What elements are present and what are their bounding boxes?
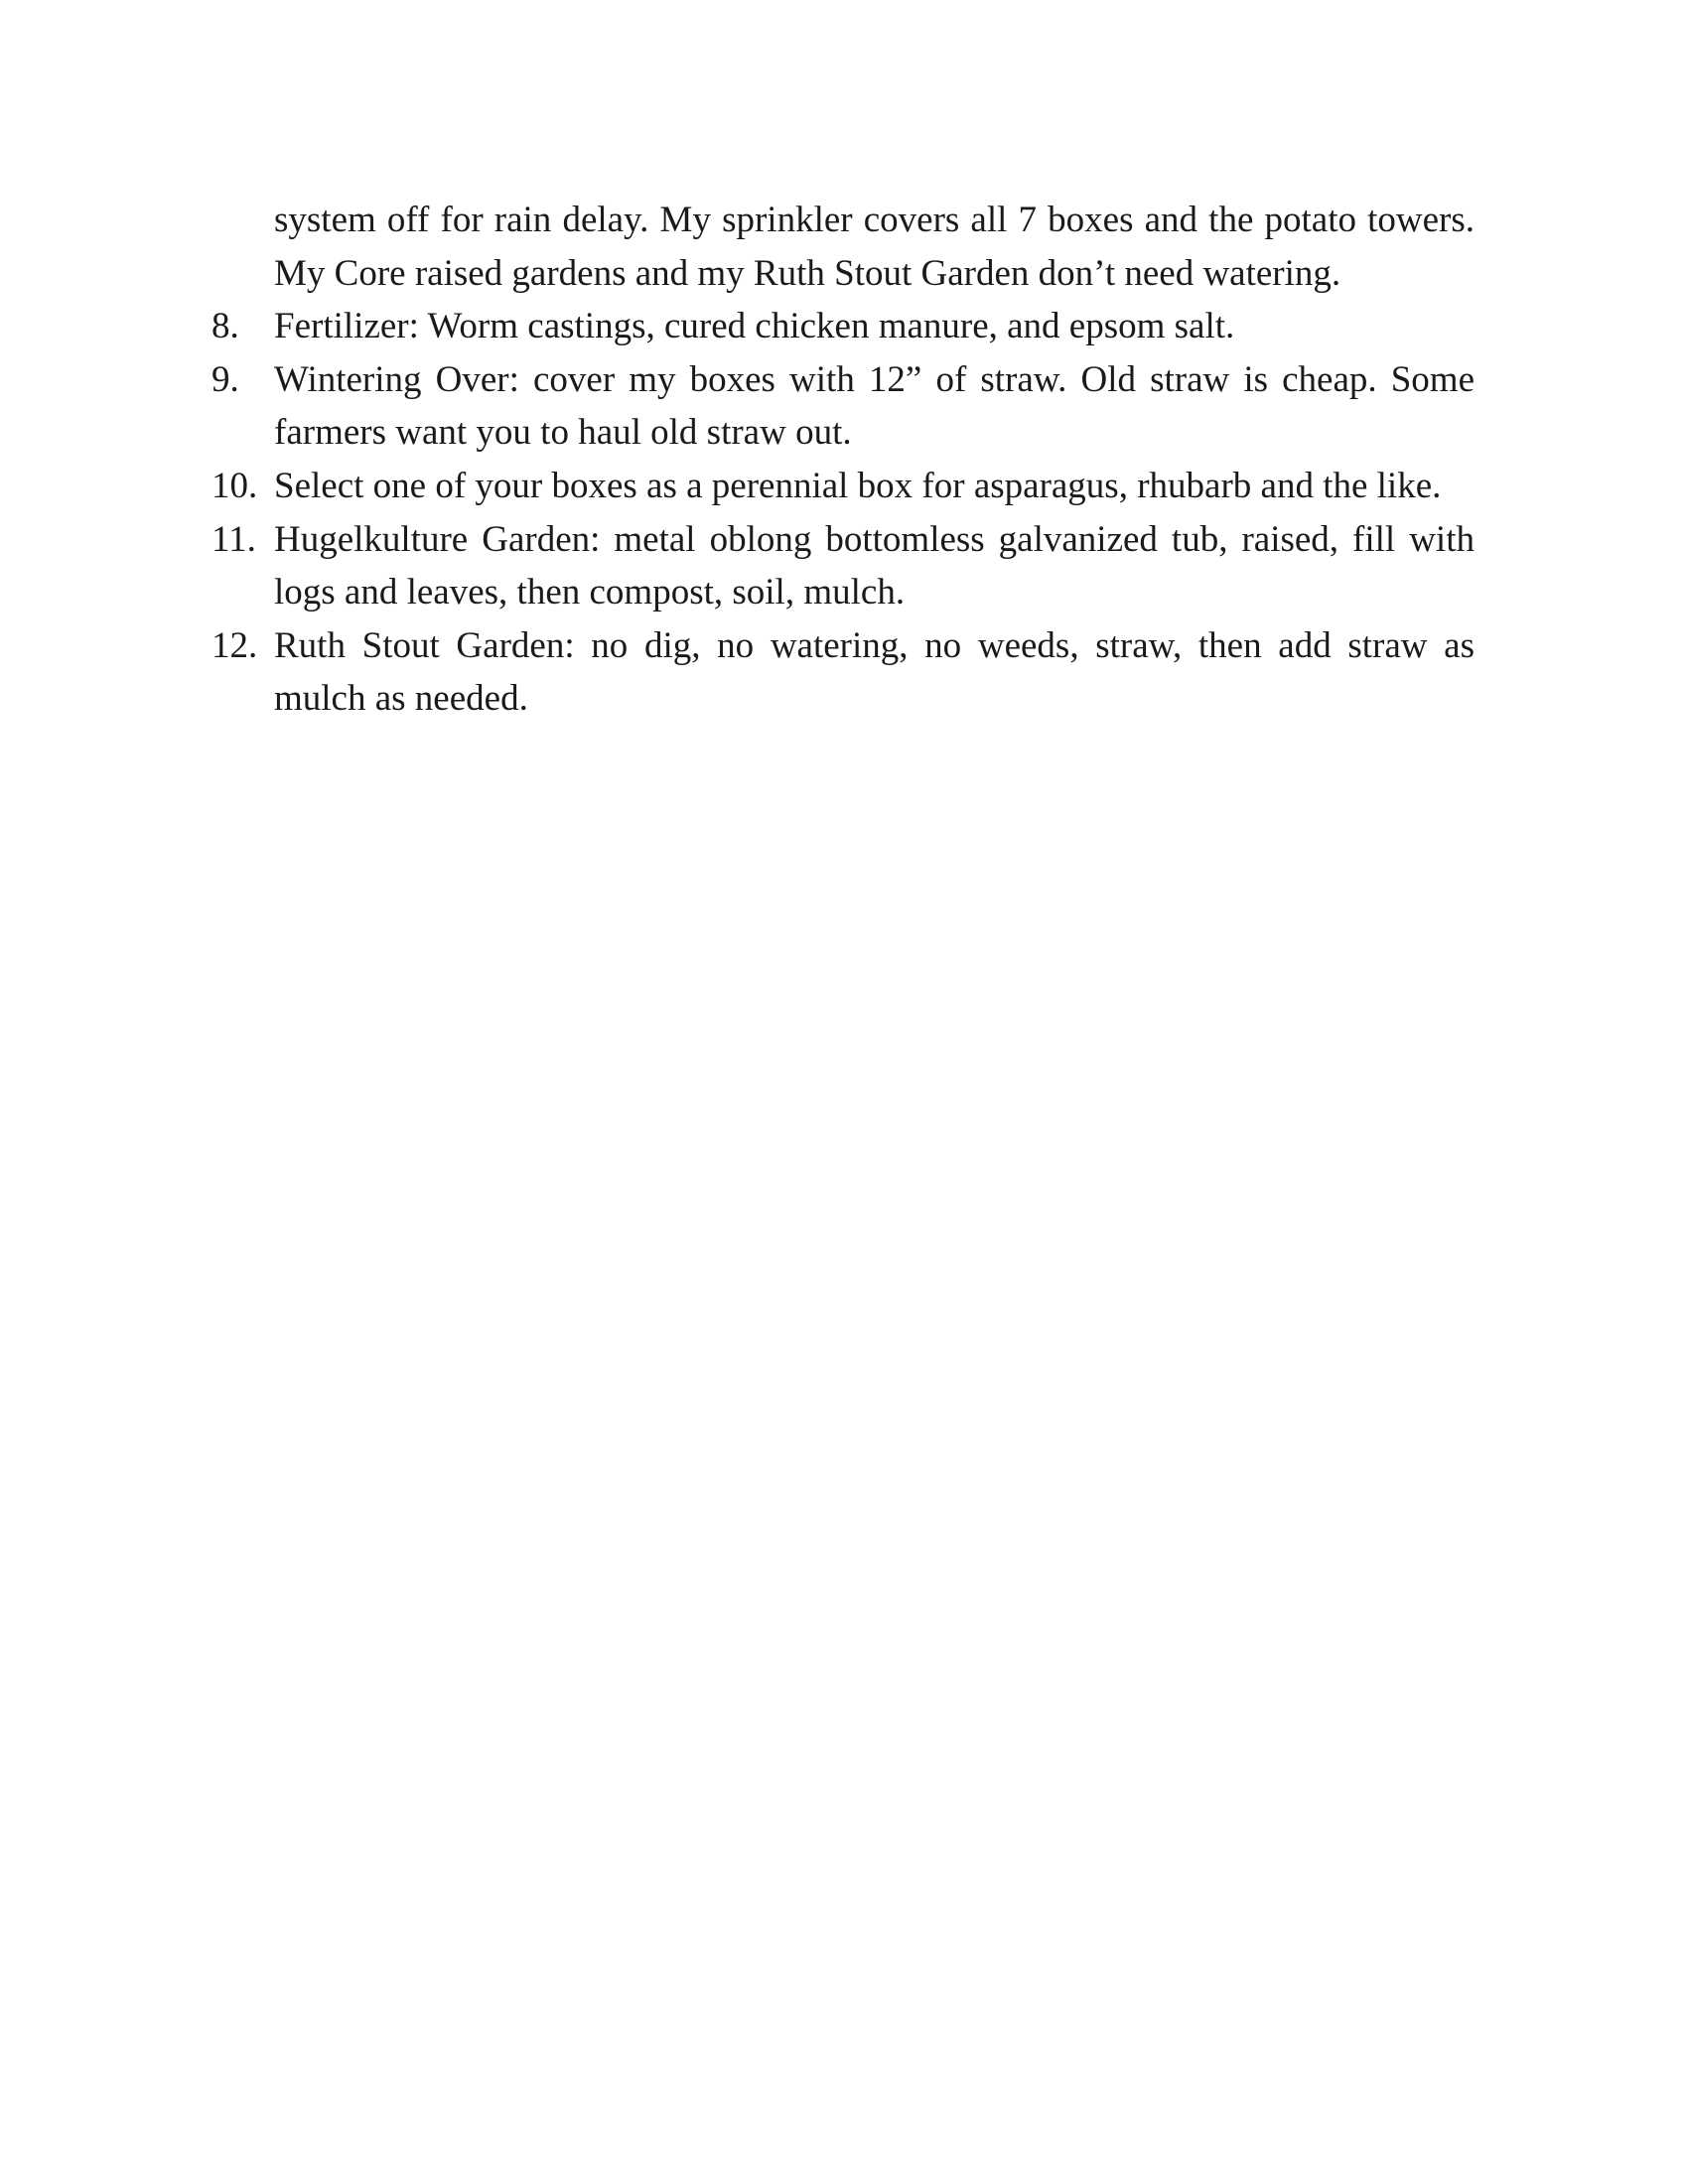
list-number: 10. (211, 465, 258, 506)
list-item-10 (211, 460, 1475, 513)
list-item-8 (211, 300, 1475, 353)
list-item-text: Select one of your boxes as a perennial box for asparagus, rhubarb and the like. (274, 465, 1442, 506)
list-number: 8. (211, 306, 239, 347)
list-item-text: Ruth Stout Garden: no dig, no watering, no weeds, straw, then add straw as mulch as needed. (274, 624, 1475, 720)
list-item-12 (211, 619, 1475, 726)
list-number: 11. (211, 518, 256, 560)
list-item-text: Hugelkulture Garden: metal oblong bottomless galvanized tub, raised, fill with logs and leaves, then compost, soil, mulch. (274, 518, 1475, 614)
list-number: 12. (211, 624, 258, 666)
list-continuation (211, 194, 1475, 300)
continuation-text: system off for rain delay. My sprinkler covers all 7 boxes and the potato towers. My Core raised gardens and my Ruth Stout Garden don’t need watering. (274, 200, 1475, 294)
list-item-text: Wintering Over: cover my boxes with 12” of straw. Old straw is cheap. Some farmers want you to haul old straw out. (274, 358, 1475, 454)
list-item-11 (211, 513, 1475, 619)
list-item-text: Fertilizer: Worm castings, cured chicken manure, and epsom salt. (274, 306, 1235, 347)
numbered-list (211, 194, 1475, 726)
list-number: 9. (211, 358, 239, 400)
list-item-9 (211, 353, 1475, 460)
